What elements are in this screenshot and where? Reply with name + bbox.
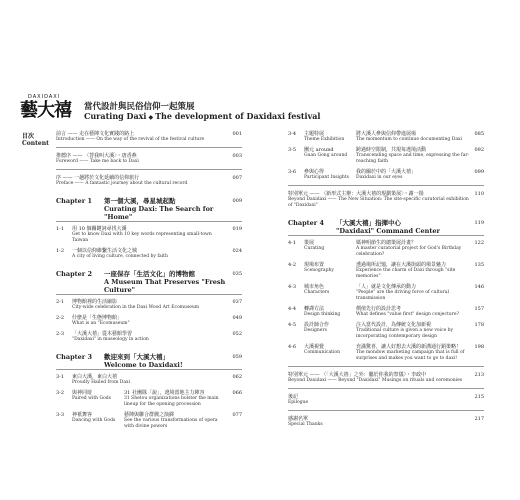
page-number: 217	[474, 416, 484, 422]
toc-right-column	[288, 131, 484, 428]
entry-cn: 特別單元 —— 〈新形式主辦：大溪大禧的規劃策展〉・謝一揚	[288, 191, 424, 197]
entry-en: Introduction —— On the way of the revival of the festival culture	[56, 137, 205, 142]
entry-en: "Daxidaxi" in museology in action	[72, 337, 149, 342]
chapter-2-heading[interactable]	[56, 270, 242, 295]
entry-number: 2-1	[56, 299, 65, 305]
page-number: 119	[474, 220, 484, 226]
entry-number: 2-3	[56, 331, 65, 337]
entry-en: Guan Gong around	[304, 153, 348, 158]
entry-en-detail: What defines "value first" design conjecture?	[356, 312, 459, 317]
entry-en: Beyond Daxidaxi —— Beyond "Daxidaxi" Musings on rituals and ceremonies	[288, 378, 463, 383]
page-number: 215	[474, 394, 484, 400]
toc-entry-introduction[interactable]	[56, 131, 242, 143]
entry-cn: 前言 —— 走在藝陣文化實踐的路上	[56, 131, 135, 137]
divider	[56, 147, 242, 148]
entry-cn-detail: 充滿驚喜，讓人好想去大溪的新溝通行銷策略！	[356, 344, 462, 350]
entry-en: City-wide celebration in the Daxi Wood Art Ecomuseum	[72, 305, 200, 310]
logo-superscript: DAXIDAXI	[28, 94, 61, 100]
entry-cn: 策展	[304, 240, 315, 246]
entry-cn: 轉譯方法	[304, 306, 325, 312]
chapter-label: Chapter 1	[56, 197, 93, 205]
divider	[288, 366, 484, 367]
entry-en: Paired with Gods	[72, 396, 111, 401]
page-number: 066	[232, 390, 242, 396]
toc-entry-2-2[interactable]	[56, 315, 242, 327]
entry-number: 3-5	[288, 147, 297, 153]
chapter-title-cn: 歡迎來到「大溪大禧」	[104, 353, 169, 361]
toc-entry-4-5[interactable]	[288, 322, 484, 340]
toc-entry-3-2[interactable]	[56, 390, 242, 408]
entry-cn-detail: 將大溪人參與信仰帶進展場	[356, 131, 417, 137]
toc-left-column	[56, 131, 242, 430]
entry-number: 3-2	[56, 390, 65, 396]
page-number: 122	[474, 240, 484, 246]
page-number: 178	[474, 322, 484, 328]
entry-en-detail: Traditional culture is given a new voice by incorporating contemporary design	[356, 328, 454, 339]
entry-cn-detail: 價值先行的設計思考	[356, 306, 402, 312]
entry-cn: 「大溪大禧」從木藝館學習	[72, 331, 133, 337]
logo: 藝大禧	[20, 100, 71, 121]
page-number: 198	[474, 344, 484, 350]
entry-en: Get to know Daxi with 10 key words representing small-town Taiwan	[72, 232, 212, 243]
page-number: 049	[232, 315, 242, 321]
entry-cn: 主題特展	[304, 131, 325, 137]
entry-cn: 城市角色	[304, 284, 325, 290]
entry-en-detail: See the various transformations of opera with divine powers	[124, 418, 218, 429]
entry-en-detail: The mondow marketing campaign that is full of surprises and makes you want to go to daxi!	[356, 350, 465, 361]
entry-number: 4-3	[288, 284, 297, 290]
page-number: 062	[232, 374, 242, 380]
entry-en: What is an "Ecomuseum"	[72, 321, 130, 326]
toc-entry-4-1[interactable]	[288, 240, 484, 258]
toc-entry-3-1[interactable]	[56, 374, 242, 386]
page-number: 157	[474, 306, 484, 312]
entry-cn-detail: 31 社團隊「說」，遶境當地主力陣容	[124, 390, 205, 396]
entry-number: 3-3	[56, 412, 65, 418]
book-title-chinese: 當代設計與民俗信仰一起策展	[84, 102, 195, 112]
page-number: 003	[232, 153, 242, 159]
diamond-icon: ◆	[148, 114, 154, 121]
entry-number: 3-1	[56, 374, 65, 380]
entry-cn: 現場布置	[304, 262, 325, 268]
entry-cn: 特別單元 —— 〈「大溪大禧」之外：屬於你我的祭儀〉・李政中	[288, 372, 427, 378]
page-number: 024	[232, 248, 242, 254]
page-number: 037	[232, 299, 242, 305]
entry-cn: 大溪視覺	[304, 344, 325, 350]
chapter-title-cn: 「大溪大禧」指揮中心	[336, 219, 401, 227]
page-number: 001	[232, 131, 242, 137]
page-number: 007	[232, 175, 242, 181]
entry-number: 3-6	[288, 169, 297, 175]
chapter-title-en: A Museum That Preserves "Fresh Culture"	[104, 278, 226, 294]
entry-cn: 博物館裡的生活縮影	[72, 299, 118, 305]
entry-en: Special Thanks	[288, 422, 323, 427]
entry-en: Preface —— A fantastic journey about the cultural record	[56, 181, 188, 186]
page-number: 099	[474, 169, 484, 175]
toc-label	[22, 133, 49, 147]
entry-en-detail: Transcending space and time, expressing the far-reaching faith	[356, 153, 470, 164]
toc-entry-foreword[interactable]	[56, 153, 242, 165]
entry-cn-detail: 「人」就是文化傳承的動力	[356, 284, 417, 290]
entry-en: Curating	[304, 246, 325, 251]
title-en-part-a: Curating Daxi	[84, 111, 147, 121]
entry-en-detail: Daxidaxi in our eyes	[356, 175, 403, 180]
entry-number: 2-2	[56, 315, 65, 321]
entry-en-detail: "People" are the driving force of cultural transmission	[356, 290, 449, 301]
entry-en: Characters	[304, 290, 330, 295]
page-number: 019	[232, 226, 242, 232]
page-number: 059	[232, 354, 242, 360]
entry-number: 4-2	[288, 262, 297, 268]
entry-en: Communication	[304, 350, 340, 355]
entry-cn-detail: 透過場所記憶，讓在大溪街頭的場景魅力	[356, 262, 447, 268]
toc-entry-4-2[interactable]	[288, 262, 484, 280]
toc-entry-beyond[interactable]	[288, 372, 484, 384]
chapter-title-en: Welcome to Daxidaxi!	[104, 361, 183, 369]
toc-entry-special[interactable]	[288, 191, 484, 209]
divider	[56, 169, 242, 170]
entry-en-detail: Experience the charm of Daxi through "site memories"	[356, 268, 456, 279]
toc-entry-2-3[interactable]	[56, 331, 242, 343]
toc-entry-3-5[interactable]	[288, 147, 484, 165]
entry-cn: 序 —— 一趟將於文化延續的信仰旅行	[56, 175, 140, 181]
entry-cn-detail: 我的關於中的「大溪大禧」	[356, 169, 417, 175]
book-title-english	[84, 111, 320, 121]
entry-cn: 參與心得	[304, 169, 325, 175]
entry-number: 1-1	[56, 226, 65, 232]
entry-cn: 後記	[288, 394, 299, 400]
entry-number: 1-2	[56, 248, 65, 254]
page-number: 052	[232, 331, 242, 337]
toc-entry-3-6[interactable]	[288, 169, 484, 181]
entry-cn: 什麼是「生態博物館」	[72, 315, 123, 321]
entry-en: Beyond Daxidaxi —— The New Situation: The site-specific curatorial exhibition of "Daxidaxi"	[288, 197, 469, 208]
chapter-1-heading[interactable]	[56, 197, 242, 222]
toc-entry-4-3[interactable]	[288, 284, 484, 302]
entry-cn: 推薦序 —— 〈替我叫大溪〉・唐香燕	[56, 153, 137, 159]
chapter-label: Chapter 3	[56, 353, 93, 361]
page-number: 092	[474, 147, 484, 153]
toc-entry-preface[interactable]	[56, 175, 242, 187]
entry-cn: 團元 around	[304, 147, 334, 153]
toc-entry-epilogue[interactable]	[288, 394, 484, 406]
page-number: 035	[232, 271, 242, 277]
page-number: 110	[474, 191, 484, 197]
toc-entry-1-1[interactable]	[56, 226, 242, 244]
page-number: 135	[474, 262, 484, 268]
entry-en: Designers	[304, 328, 327, 333]
page-number: 146	[474, 284, 484, 290]
toc-entry-2-1[interactable]	[56, 299, 242, 311]
toc-label-en: Content	[22, 140, 49, 147]
entry-en: Scenography	[304, 268, 334, 273]
divider	[288, 185, 484, 186]
chapter-title-en: Curating Daxi: The Search for "Home"	[104, 205, 214, 221]
entry-en: A city of living culture, connected by faith	[72, 254, 168, 259]
page-number: 213	[474, 372, 484, 378]
entry-en: Participant Insights	[304, 175, 349, 180]
chapter-label: Chapter 2	[56, 270, 93, 278]
chapter-title-cn: 第一個大溪，尋星城起點	[104, 197, 176, 205]
entry-cn: 與神同遊	[72, 390, 93, 396]
chapter-4-heading[interactable]	[288, 219, 484, 236]
page-number: 077	[232, 412, 242, 418]
entry-en: Proudly Hailed from Daxi	[72, 380, 131, 385]
chapter-label: Chapter 4	[288, 219, 325, 227]
entry-en: Dancing with Gods	[72, 418, 116, 423]
toc-label-cn: 目次	[22, 133, 35, 140]
toc-entry-4-6[interactable]	[288, 344, 484, 362]
page-number: 009	[232, 198, 242, 204]
toc-entry-3-3[interactable]	[56, 412, 242, 430]
toc-entry-3-4[interactable]	[288, 131, 484, 143]
entry-cn: 一個以信仰維繫生活文化之城	[72, 248, 138, 254]
entry-en-detail: 31 Shetou organizations bolster the main lineup for the opening procession	[124, 396, 219, 407]
toc-entry-thanks[interactable]	[288, 416, 484, 428]
toc-entry-1-2[interactable]	[56, 248, 242, 260]
entry-cn-detail: 藝陣與聯合群戲之演繹	[124, 412, 175, 418]
divider	[288, 388, 484, 389]
entry-cn-detail: 媽神明節生的總策展計畫？	[356, 240, 417, 246]
entry-cn: 用 10 個關鍵詞尋找大溪	[72, 226, 127, 232]
entry-en: Epilogue	[288, 400, 309, 405]
entry-en-detail: The momentum to continue documenting Daxi	[356, 137, 462, 142]
page-number: 085	[474, 131, 484, 137]
entry-number: 3-4	[288, 131, 297, 137]
divider	[288, 410, 484, 411]
entry-number: 4-6	[288, 344, 297, 350]
entry-en: Foreword —— Take me back to Daxi	[56, 159, 139, 164]
chapter-title-en: "Daxidaxi" Command Center	[336, 227, 440, 235]
entry-number: 4-5	[288, 322, 297, 328]
entry-number: 4-1	[288, 240, 297, 246]
toc-entry-4-4[interactable]	[288, 306, 484, 318]
entry-cn: 感謝名單	[288, 416, 309, 422]
entry-number: 4-4	[288, 306, 297, 312]
entry-en: Theme Exhibition	[304, 137, 345, 142]
entry-cn: 神祇舞客	[72, 412, 93, 418]
entry-en-detail: A master curatorial project for God's Birthday celebration?	[356, 246, 462, 257]
entry-cn: 設計師合作	[304, 322, 330, 328]
title-en-part-b: The development of Daxidaxi festival	[155, 111, 321, 121]
entry-cn: 東白大溪，東白大禧	[72, 374, 118, 380]
entry-cn-detail: 跨過時空限制，共現每遶境活動	[356, 147, 427, 153]
entry-en: Design thinking	[304, 312, 341, 317]
chapter-3-heading[interactable]	[56, 353, 242, 370]
chapter-title-cn: 一座保存「生活文化」的博物館	[104, 270, 195, 278]
entry-cn-detail: 注入當代設計，為傳統文化加新視	[356, 322, 432, 328]
